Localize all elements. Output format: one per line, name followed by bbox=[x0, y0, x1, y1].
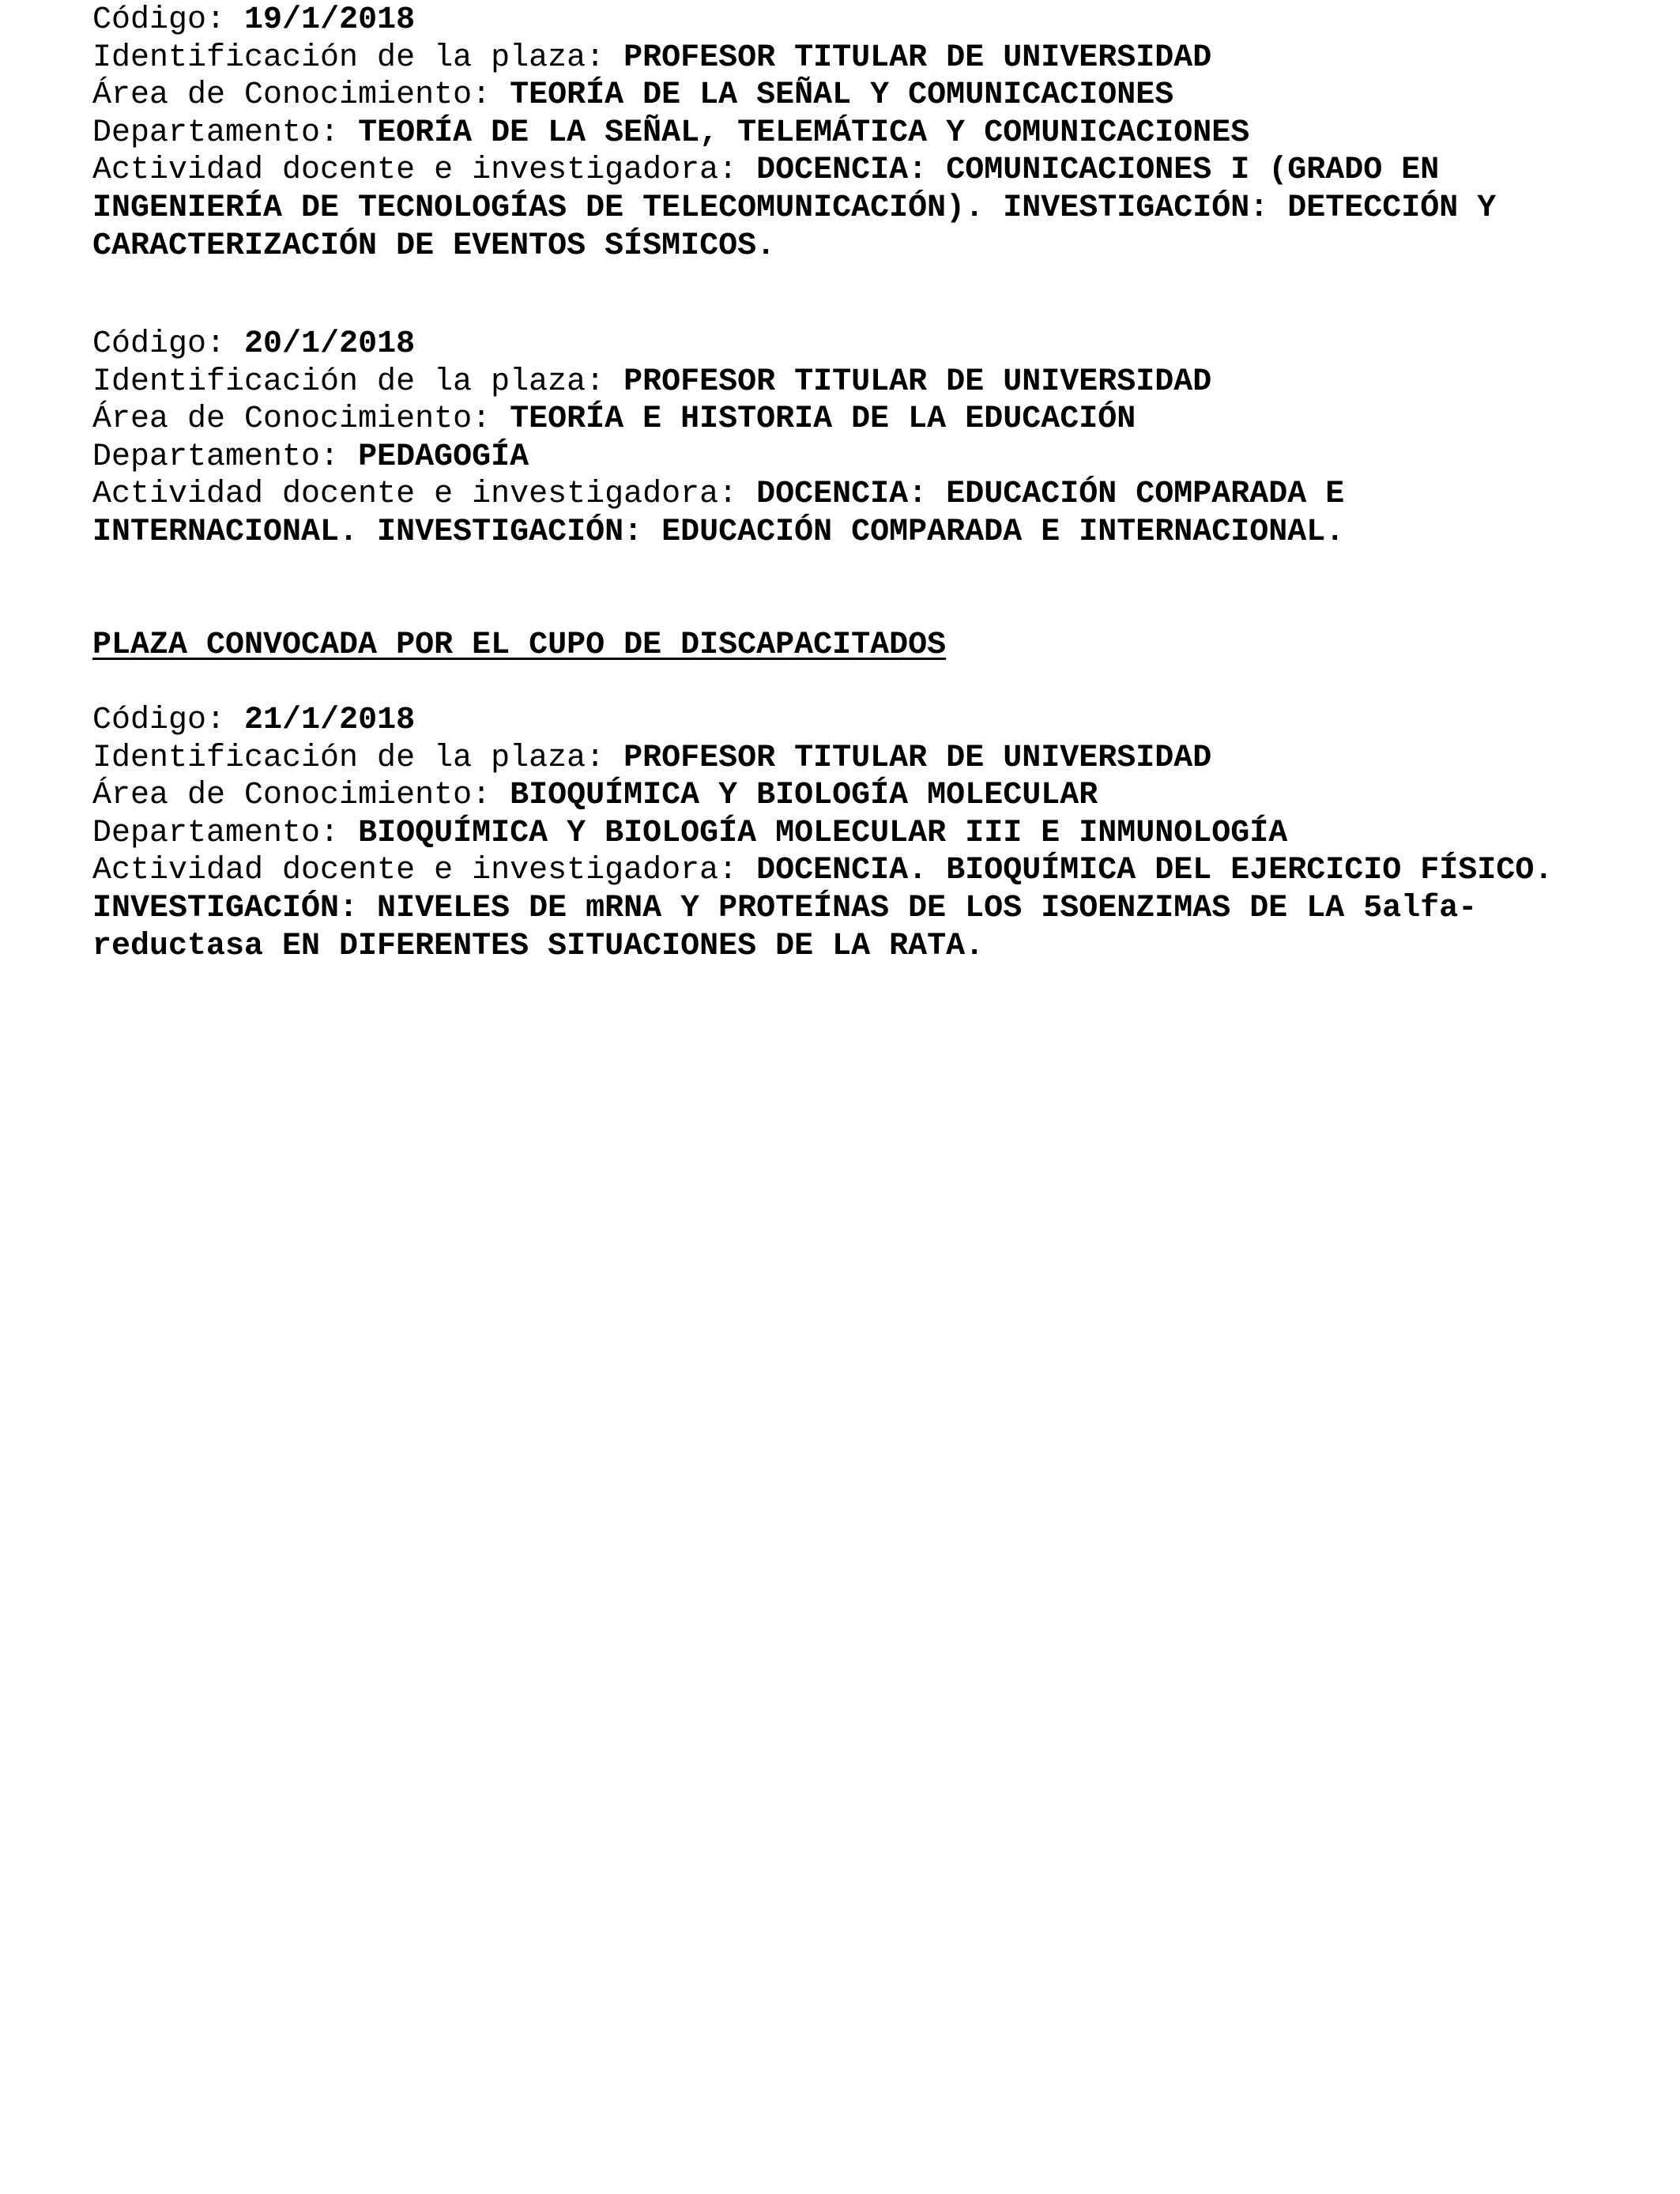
actividad-value: DOCENCIA: EDUCACIÓN COMPARADA E INTERNACIONAL. INVESTIGACIÓN: EDUCACIÓN COMPARADA E INTERNACIONAL. bbox=[92, 477, 1345, 550]
area-line: Área de Conocimiento: TEORÍA DE LA SEÑAL Y COMUNICACIONES bbox=[92, 77, 1174, 114]
actividad-value: DOCENCIA: COMUNICACIONES I (GRADO EN INGENIERÍA DE TECNOLOGÍAS DE TELECOMUNICACIÓN). INVESTIGACIÓN: DETECCIÓN Y CARACTERIZACIÓN DE EVENTOS SÍSMICOS. bbox=[92, 153, 1497, 264]
plaza-entry bbox=[92, 702, 1594, 965]
departamento-value: PEDAGOGÍA bbox=[358, 439, 529, 475]
actividad-line: Actividad docente e investigadora: DOCENCIA: COMUNICACIONES I (GRADO EN INGENIERÍA DE TECNOLOGÍAS DE TELECOMUNICACIÓN). INVESTIGACIÓN: DETECCIÓN Y CARACTERIZACIÓN DE EVENTOS SÍSMICOS. bbox=[92, 153, 1497, 264]
actividad-value: DOCENCIA. BIOQUÍMICA DEL EJERCICIO FÍSICO. INVESTIGACIÓN: NIVELES DE mRNA Y PROTEÍNAS DE LOS ISOENZIMAS DE LA 5alfa-reductasa EN DIFERENTES SITUACIONES DE LA RATA. bbox=[92, 853, 1554, 964]
identificacion-value: PROFESOR TITULAR DE UNIVERSIDAD bbox=[623, 40, 1212, 76]
actividad-label: Actividad docente e investigadora bbox=[92, 853, 719, 889]
departamento-line: Departamento: PEDAGOGÍA bbox=[92, 439, 529, 475]
identificacion-line: Identificación de la plaza: PROFESOR TITULAR DE UNIVERSIDAD bbox=[92, 40, 1212, 76]
area-label: Área de Conocimiento bbox=[92, 401, 473, 438]
codigo-value: 21/1/2018 bbox=[244, 703, 416, 738]
area-label: Área de Conocimiento bbox=[92, 778, 473, 814]
actividad-label: Actividad docente e investigadora bbox=[92, 477, 719, 513]
area-value: TEORÍA DE LA SEÑAL Y COMUNICACIONES bbox=[510, 77, 1174, 114]
actividad-line: Actividad docente e investigadora: DOCENCIA: EDUCACIÓN COMPARADA E INTERNACIONAL. INVESTIGACIÓN: EDUCACIÓN COMPARADA E INTERNACIONAL. bbox=[92, 477, 1345, 550]
area-line: Área de Conocimiento: TEORÍA E HISTORIA DE LA EDUCACIÓN bbox=[92, 401, 1136, 438]
departamento-label: Departamento bbox=[92, 815, 321, 851]
departamento-line: Departamento: BIOQUÍMICA Y BIOLOGÍA MOLECULAR III E INMUNOLOGÍA bbox=[92, 815, 1288, 851]
departamento-value: BIOQUÍMICA Y BIOLOGÍA MOLECULAR III E INMUNOLOGÍA bbox=[358, 815, 1288, 851]
area-value: TEORÍA E HISTORIA DE LA EDUCACIÓN bbox=[510, 401, 1136, 438]
plaza-entry bbox=[92, 2, 1594, 265]
plaza-entry bbox=[92, 326, 1594, 552]
codigo-label: Código bbox=[92, 2, 207, 38]
identificacion-value: PROFESOR TITULAR DE UNIVERSIDAD bbox=[623, 364, 1212, 400]
codigo-value: 19/1/2018 bbox=[244, 2, 416, 38]
identificacion-line: Identificación de la plaza: PROFESOR TITULAR DE UNIVERSIDAD bbox=[92, 740, 1212, 776]
area-label: Área de Conocimiento bbox=[92, 77, 473, 114]
identificacion-label: Identificación de la plaza bbox=[92, 40, 586, 76]
actividad-label: Actividad docente e investigadora bbox=[92, 153, 719, 189]
codigo-line: Código: 20/1/2018 bbox=[92, 326, 416, 362]
departamento-line: Departamento: TEORÍA DE LA SEÑAL, TELEMÁTICA Y COMUNICACIONES bbox=[92, 115, 1250, 151]
departamento-label: Departamento bbox=[92, 115, 321, 151]
codigo-value: 20/1/2018 bbox=[244, 326, 416, 362]
codigo-line: Código: 19/1/2018 bbox=[92, 2, 416, 38]
actividad-line: Actividad docente e investigadora: DOCENCIA. BIOQUÍMICA DEL EJERCICIO FÍSICO. INVESTIGACIÓN: NIVELES DE mRNA Y PROTEÍNAS DE LOS ISOENZIMAS DE LA 5alfa-reductasa EN DIFERENTES SITUACIONES DE LA RATA. bbox=[92, 853, 1554, 964]
identificacion-line: Identificación de la plaza: PROFESOR TITULAR DE UNIVERSIDAD bbox=[92, 364, 1212, 400]
identificacion-label: Identificación de la plaza bbox=[92, 364, 586, 400]
section-heading: PLAZA CONVOCADA POR EL CUPO DE DISCAPACITADOS bbox=[92, 628, 947, 663]
codigo-label: Código bbox=[92, 326, 207, 362]
codigo-line: Código: 21/1/2018 bbox=[92, 703, 416, 738]
identificacion-value: PROFESOR TITULAR DE UNIVERSIDAD bbox=[623, 740, 1212, 776]
departamento-label: Departamento bbox=[92, 439, 321, 475]
area-value: BIOQUÍMICA Y BIOLOGÍA MOLECULAR bbox=[510, 778, 1098, 814]
area-line: Área de Conocimiento: BIOQUÍMICA Y BIOLOGÍA MOLECULAR bbox=[92, 778, 1098, 814]
identificacion-label: Identificación de la plaza bbox=[92, 740, 586, 776]
departamento-value: TEORÍA DE LA SEÑAL, TELEMÁTICA Y COMUNICACIONES bbox=[358, 115, 1250, 151]
codigo-label: Código bbox=[92, 703, 207, 738]
